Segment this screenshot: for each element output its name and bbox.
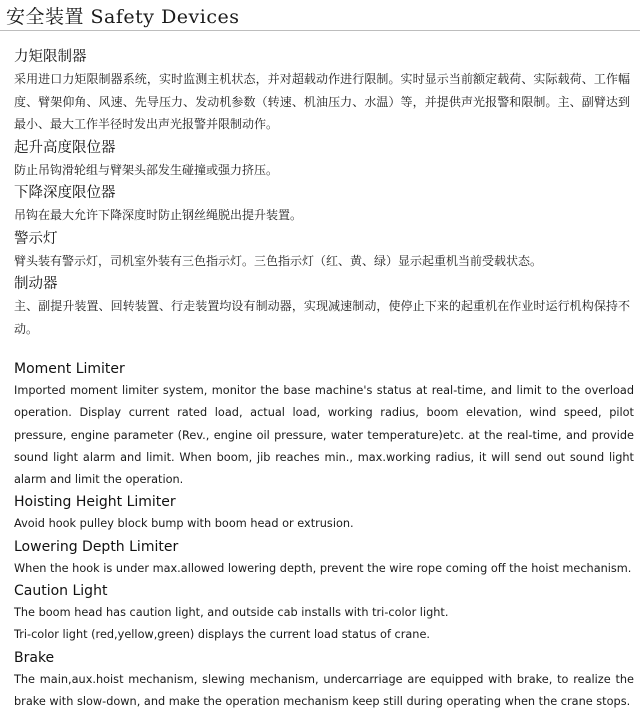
en-text-moment-limiter: Imported moment limiter system, monitor the base machine's status at real-time, and limit to the overload operation. Display current rated load, actual load, working radius, boom elevation, wind speed, pilot pressure, engine parameter (Rev., engine oil pressure, water temperature)etc. at the real-time, and provide sound light alarm and limit. When boom, jib reaches min., max.working radius, it will send out sound light alarm and limit the operation. [14, 384, 634, 487]
en-text-caution-light-1: The boom head has caution light, and outside cab installs with tri-color light. [14, 606, 449, 620]
cn-heading-hoisting-height-limiter: 起升高度限位器 [14, 139, 116, 156]
en-heading-brake: Brake [14, 649, 55, 666]
cn-text-hoisting-height-limiter: 防止吊钩滑轮组与臂架头部发生碰撞或强力挤压。 [14, 162, 279, 177]
english-section [14, 358, 634, 713]
cn-text-moment-limiter: 采用进口力矩限制器系统，实时监测主机状态，并对超载动作进行限制。实时显示当前额定载荷、实际载荷、工作幅度、臂架仰角、风速、先导压力、发动机参数（转速、机油压力、水温）等，并提供声光报警和限制。主、副臂达到最小、最大工作半径时发出声光报警并限制动作。 [14, 72, 630, 131]
en-text-hoisting-height-limiter: Avoid hook pulley block bump with boom head or extrusion. [14, 517, 354, 531]
en-text-brake: The main,aux.hoist mechanism, slewing mechanism, undercarriage are equipped with brake, to realize the brake with slow-down, and make the operation mechanism keep still during operating when the crane stops. [14, 672, 634, 708]
en-text-caution-light-2: Tri-color light (red,yellow,green) displays the current load status of crane. [14, 628, 430, 642]
cn-text-brake: 主、副提升装置、回转装置、行走装置均设有制动器，实现减速制动，使停止下来的起重机在作业时运行机构保持不动。 [14, 299, 630, 336]
cn-text-caution-light: 臂头装有警示灯，司机室外装有三色指示灯。三色指示灯（红、黄、绿）显示起重机当前受载状态。 [14, 253, 543, 268]
cn-heading-moment-limiter: 力矩限制器 [14, 49, 87, 65]
cn-heading-brake: 制动器 [14, 276, 58, 292]
en-heading-hoisting-height-limiter: Hoisting Height Limiter [14, 494, 176, 511]
cn-heading-caution-light: 警示灯 [14, 230, 58, 247]
en-text-lowering-depth-limiter: When the hook is under max.allowed lowering depth, prevent the wire rope coming off the hoist mechanism. [14, 561, 632, 575]
en-heading-moment-limiter: Moment Limiter [14, 361, 125, 377]
chinese-section [14, 46, 630, 341]
en-heading-lowering-depth-limiter: Lowering Depth Limiter [14, 538, 179, 555]
page-title: 安全装置 Safety Devices [6, 6, 240, 28]
title-divider [0, 30, 640, 31]
cn-heading-lowering-depth-limiter: 下降深度限位器 [14, 185, 116, 201]
cn-text-lowering-depth-limiter: 吊钩在最大允许下降深度时防止钢丝绳脱出提升装置。 [14, 208, 303, 222]
en-heading-caution-light: Caution Light [14, 583, 108, 600]
